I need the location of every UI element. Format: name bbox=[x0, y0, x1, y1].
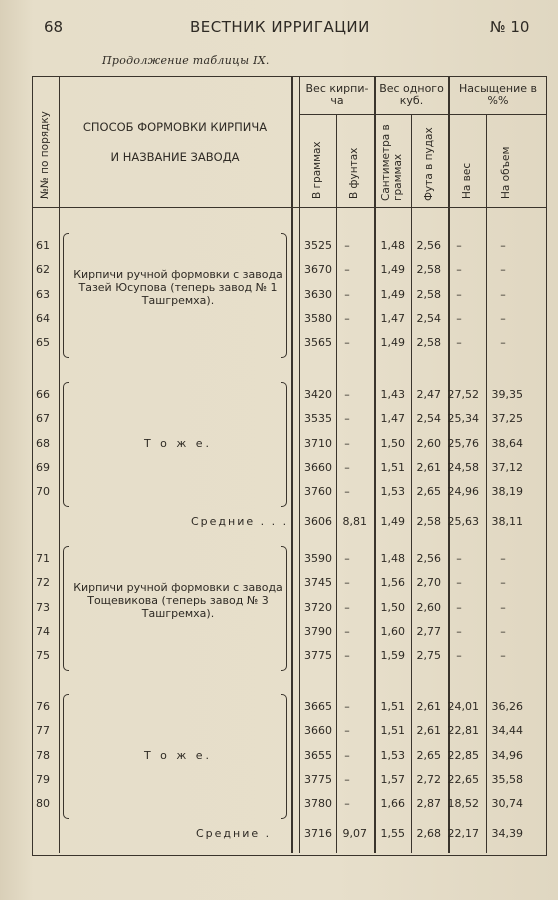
cell-pounds: – bbox=[344, 263, 350, 277]
cell-by-weight: – bbox=[456, 311, 462, 325]
cell-by-weight: – bbox=[456, 263, 462, 277]
cell-ft-poods: 2,72 bbox=[416, 772, 441, 786]
cell-by-weight: – bbox=[456, 336, 462, 350]
cell-by-weight: 24,58 bbox=[447, 460, 479, 474]
cell-by-volume: 30,74 bbox=[491, 797, 523, 811]
cell-cm-grams: 1,56 bbox=[380, 576, 405, 590]
cell-cm-grams: 1,48 bbox=[380, 552, 405, 565]
cell-cm-grams: 1,50 bbox=[380, 436, 405, 450]
cell-by-weight: 18,52 bbox=[447, 797, 479, 811]
cell-by-volume: 34,44 bbox=[491, 724, 523, 738]
cell-ft-poods: 2,61 bbox=[416, 460, 441, 474]
cell-cm-grams: 1,49 bbox=[380, 287, 405, 301]
cell-grams: 3660 bbox=[304, 724, 332, 738]
header-method-line2: И НАЗВАНИЕ ЗАВОДА bbox=[110, 150, 240, 164]
cell-by-volume: – bbox=[500, 624, 506, 638]
cell-ft-poods: 2,58 bbox=[416, 263, 441, 277]
cell-grams: 3780 bbox=[304, 797, 332, 811]
cell-pounds: – bbox=[344, 287, 350, 301]
cell-by-volume: – bbox=[500, 552, 506, 565]
cell-pounds: – bbox=[344, 649, 350, 663]
cell-by-volume: – bbox=[500, 336, 506, 350]
cell-by-volume: 34,96 bbox=[491, 748, 523, 762]
row-number: 64 bbox=[36, 311, 50, 325]
cell-grams: 3580 bbox=[304, 311, 332, 325]
cell-ft-poods: 2,58 bbox=[416, 336, 441, 350]
average-cm-grams: 1,49 bbox=[380, 515, 405, 529]
average-by-volume: 34,39 bbox=[491, 827, 523, 841]
row-number: 79 bbox=[36, 772, 50, 786]
cell-grams: 3660 bbox=[304, 460, 332, 474]
cell-by-weight: 27,52 bbox=[447, 388, 479, 401]
cell-by-volume: – bbox=[500, 239, 506, 252]
row-number: 66 bbox=[36, 388, 50, 401]
group-description: Кирпичи ручной формовки с завода Тазей Юсупова (теперь завод № 1 Ташгремха). bbox=[73, 267, 283, 307]
header-rownum: №№ по порядку bbox=[39, 111, 51, 199]
row-number: 72 bbox=[36, 576, 50, 590]
cell-pounds: – bbox=[344, 576, 350, 590]
cell-ft-poods: 2,65 bbox=[416, 485, 441, 499]
cell-grams: 3565 bbox=[304, 336, 332, 350]
cell-ft-poods: 2,60 bbox=[416, 436, 441, 450]
cell-ft-poods: 2,47 bbox=[416, 388, 441, 401]
average-ft-poods: 2,58 bbox=[416, 515, 441, 529]
table-continuation-caption: Продолжение таблицы IX. bbox=[102, 54, 270, 67]
cell-ft-poods: 2,70 bbox=[416, 576, 441, 590]
average-by-volume: 38,11 bbox=[491, 515, 523, 529]
cell-grams: 3775 bbox=[304, 772, 332, 786]
cell-cm-grams: 1,66 bbox=[380, 797, 405, 811]
row-number: 71 bbox=[36, 552, 50, 565]
page-number: 68 bbox=[44, 18, 64, 36]
average-pounds: 8,81 bbox=[342, 515, 367, 529]
cell-by-weight: 22,85 bbox=[447, 748, 479, 762]
row-number: 65 bbox=[36, 336, 50, 350]
cell-pounds: – bbox=[344, 239, 350, 252]
header-unit-weight: Вес одного куб. bbox=[379, 82, 444, 107]
cell-by-weight: – bbox=[456, 576, 462, 590]
column-rule bbox=[411, 115, 412, 853]
cell-pounds: – bbox=[344, 600, 350, 614]
cell-pounds: – bbox=[344, 797, 350, 811]
cell-cm-grams: 1,49 bbox=[380, 263, 405, 277]
cell-grams: 3720 bbox=[304, 600, 332, 614]
cell-ft-poods: 2,60 bbox=[416, 600, 441, 614]
cell-pounds: – bbox=[344, 436, 350, 450]
data-table bbox=[32, 76, 547, 856]
row-number: 75 bbox=[36, 649, 50, 663]
group-description: Т о ж е. bbox=[143, 748, 213, 762]
cell-by-volume: – bbox=[500, 311, 506, 325]
row-number: 69 bbox=[36, 460, 50, 474]
cell-by-volume: 37,25 bbox=[491, 412, 523, 426]
cell-pounds: – bbox=[344, 485, 350, 499]
cell-pounds: – bbox=[344, 388, 350, 401]
row-number: 61 bbox=[36, 239, 50, 252]
cell-pounds: – bbox=[344, 724, 350, 738]
header-sub-pounds: В фунтах bbox=[348, 147, 360, 199]
cell-pounds: – bbox=[344, 552, 350, 565]
cell-ft-poods: 2,54 bbox=[416, 311, 441, 325]
column-rule bbox=[59, 77, 60, 853]
average-by-weight: 22,17 bbox=[447, 827, 479, 841]
cell-grams: 3665 bbox=[304, 700, 332, 713]
cell-by-weight: 24,96 bbox=[447, 485, 479, 499]
header-saturation: Насыщение в %% bbox=[459, 82, 537, 107]
row-number: 73 bbox=[36, 600, 50, 614]
header-sub-ft-poods: Фута в пудах bbox=[423, 127, 435, 201]
cell-grams: 3775 bbox=[304, 649, 332, 663]
journal-title: ВЕСТНИК ИРРИГАЦИИ bbox=[190, 18, 370, 36]
cell-grams: 3710 bbox=[304, 436, 332, 450]
cell-by-weight: – bbox=[456, 239, 462, 252]
row-number: 67 bbox=[36, 412, 50, 426]
header-sub-grams: В граммах bbox=[311, 141, 323, 199]
cell-ft-poods: 2,56 bbox=[416, 239, 441, 252]
cell-by-volume: – bbox=[500, 649, 506, 663]
cell-ft-poods: 2,77 bbox=[416, 624, 441, 638]
cell-grams: 3745 bbox=[304, 576, 332, 590]
average-cm-grams: 1,55 bbox=[380, 827, 405, 841]
header-sub-by-volume: На объем bbox=[500, 146, 512, 199]
cell-ft-poods: 2,58 bbox=[416, 287, 441, 301]
header-method-line1: СПОСОБ ФОРМОВКИ КИРПИЧА bbox=[82, 120, 268, 134]
cell-by-volume: – bbox=[500, 263, 506, 277]
cell-by-weight: 25,76 bbox=[447, 436, 479, 450]
row-number: 77 bbox=[36, 724, 50, 738]
cell-grams: 3670 bbox=[304, 263, 332, 277]
header-sub-cm-grams: Сантиметра в граммах bbox=[380, 124, 404, 201]
column-rule bbox=[486, 115, 487, 853]
cell-by-volume: 35,58 bbox=[491, 772, 523, 786]
cell-pounds: – bbox=[344, 460, 350, 474]
cell-cm-grams: 1,50 bbox=[380, 600, 405, 614]
cell-ft-poods: 2,61 bbox=[416, 724, 441, 738]
cell-by-weight: – bbox=[456, 649, 462, 663]
row-number: 63 bbox=[36, 287, 50, 301]
cell-by-weight: 22,65 bbox=[447, 772, 479, 786]
cell-cm-grams: 1,43 bbox=[380, 388, 405, 401]
cell-by-weight: 24,01 bbox=[447, 700, 479, 713]
cell-by-volume: 36,26 bbox=[491, 700, 523, 713]
cell-cm-grams: 1,51 bbox=[380, 700, 405, 713]
column-rule bbox=[336, 115, 337, 853]
group-description: Кирпичи ручной формовки с завода Тощевикова (теперь завод № 3 Ташгремха). bbox=[73, 580, 283, 620]
cell-by-volume: 38,64 bbox=[491, 436, 523, 450]
cell-cm-grams: 1,51 bbox=[380, 724, 405, 738]
average-grams: 3606 bbox=[304, 515, 332, 529]
cell-ft-poods: 2,61 bbox=[416, 700, 441, 713]
cell-grams: 3760 bbox=[304, 485, 332, 499]
cell-ft-poods: 2,65 bbox=[416, 748, 441, 762]
row-number: 80 bbox=[36, 797, 50, 811]
cell-cm-grams: 1,53 bbox=[380, 748, 405, 762]
cell-grams: 3630 bbox=[304, 287, 332, 301]
cell-ft-poods: 2,75 bbox=[416, 649, 441, 663]
cell-pounds: – bbox=[344, 748, 350, 762]
cell-by-weight: – bbox=[456, 600, 462, 614]
cell-by-volume: – bbox=[500, 287, 506, 301]
cell-cm-grams: 1,53 bbox=[380, 485, 405, 499]
cell-grams: 3525 bbox=[304, 239, 332, 252]
cell-by-volume: 37,12 bbox=[491, 460, 523, 474]
cell-cm-grams: 1,47 bbox=[380, 311, 405, 325]
header-brick-weight: Вес кирпи-ча bbox=[305, 82, 369, 107]
cell-grams: 3790 bbox=[304, 624, 332, 638]
average-label: Средние . bbox=[196, 827, 272, 841]
row-number: 62 bbox=[36, 263, 50, 277]
running-head bbox=[0, 18, 558, 40]
cell-grams: 3655 bbox=[304, 748, 332, 762]
cell-pounds: – bbox=[344, 700, 350, 713]
header-rule bbox=[33, 207, 546, 208]
cell-by-weight: – bbox=[456, 287, 462, 301]
cell-pounds: – bbox=[344, 311, 350, 325]
cell-ft-poods: 2,87 bbox=[416, 797, 441, 811]
cell-cm-grams: 1,49 bbox=[380, 336, 405, 350]
issue-number: № 10 bbox=[490, 18, 530, 36]
cell-grams: 3420 bbox=[304, 388, 332, 401]
cell-by-weight: 22,81 bbox=[447, 724, 479, 738]
row-number: 76 bbox=[36, 700, 50, 713]
row-number: 78 bbox=[36, 748, 50, 762]
cell-cm-grams: 1,57 bbox=[380, 772, 405, 786]
cell-pounds: – bbox=[344, 624, 350, 638]
cell-ft-poods: 2,54 bbox=[416, 412, 441, 426]
cell-grams: 3590 bbox=[304, 552, 332, 565]
cell-by-volume: 39,35 bbox=[491, 388, 523, 401]
row-number: 74 bbox=[36, 624, 50, 638]
cell-by-volume: – bbox=[500, 600, 506, 614]
cell-pounds: – bbox=[344, 412, 350, 426]
cell-cm-grams: 1,47 bbox=[380, 412, 405, 426]
cell-by-volume: 38,19 bbox=[491, 485, 523, 499]
cell-pounds: – bbox=[344, 336, 350, 350]
header-sub-by-weight: На вес bbox=[461, 162, 473, 199]
average-pounds: 9,07 bbox=[342, 827, 367, 841]
average-grams: 3716 bbox=[304, 827, 332, 841]
cell-cm-grams: 1,48 bbox=[380, 239, 405, 252]
cell-cm-grams: 1,60 bbox=[380, 624, 405, 638]
cell-ft-poods: 2,56 bbox=[416, 552, 441, 565]
group-description: Т о ж е. bbox=[143, 436, 213, 450]
average-label: Средние . . . bbox=[191, 515, 289, 529]
average-by-weight: 25,63 bbox=[447, 515, 479, 529]
cell-by-volume: – bbox=[500, 576, 506, 590]
average-ft-poods: 2,68 bbox=[416, 827, 441, 841]
row-number: 68 bbox=[36, 436, 50, 450]
cell-by-weight: – bbox=[456, 624, 462, 638]
cell-pounds: – bbox=[344, 772, 350, 786]
cell-cm-grams: 1,51 bbox=[380, 460, 405, 474]
cell-by-weight: – bbox=[456, 552, 462, 565]
cell-grams: 3535 bbox=[304, 412, 332, 426]
row-number: 70 bbox=[36, 485, 50, 499]
cell-cm-grams: 1,59 bbox=[380, 649, 405, 663]
header-rule bbox=[299, 114, 546, 115]
cell-by-weight: 25,34 bbox=[447, 412, 479, 426]
